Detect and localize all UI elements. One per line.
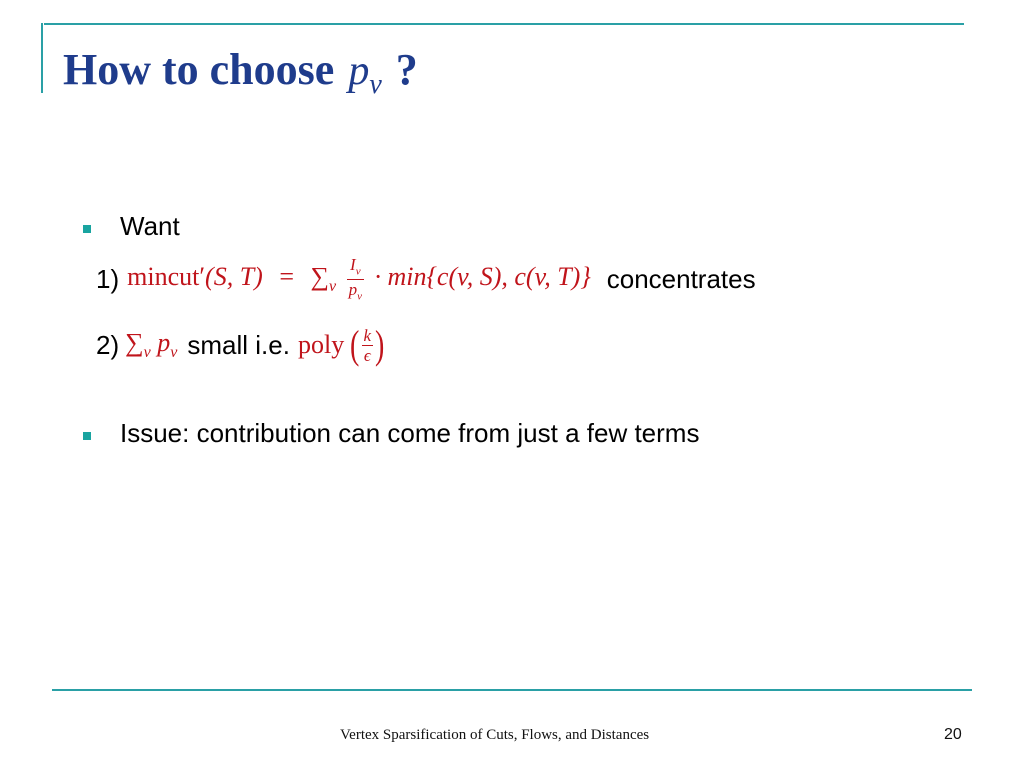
- p-term-sub: v: [170, 344, 178, 362]
- item-two: [96, 320, 386, 370]
- poly-expression: [297, 322, 386, 367]
- p-term: [157, 327, 178, 362]
- item-two-middle: small i.e.: [187, 329, 290, 360]
- title-suffix: ?: [395, 45, 418, 94]
- title-text: How to choose: [63, 45, 335, 94]
- frac-den-sub: v: [357, 289, 363, 302]
- page-number: 20: [944, 726, 962, 743]
- sum-symbol-2: [125, 327, 151, 362]
- equals-sign: =: [279, 261, 294, 291]
- bottom-rule: [52, 689, 972, 691]
- bullet-marker: [83, 432, 91, 440]
- top-rule: [44, 23, 964, 25]
- item-one-trail: concentrates: [606, 263, 756, 294]
- bullet-want: Want: [120, 211, 180, 241]
- mincut-func: mincut′: [127, 261, 206, 291]
- title-math-base: p: [348, 48, 370, 94]
- sum-glyph: ∑: [310, 261, 330, 291]
- mincut-args: (S, T): [205, 261, 263, 291]
- sum-glyph-2: ∑: [125, 327, 144, 357]
- right-paren: ): [375, 322, 385, 367]
- item-one-label: 1): [96, 263, 120, 294]
- fraction-k-eps: [362, 327, 374, 364]
- title-math: [348, 47, 381, 101]
- min-expression: · min{c(v, S), c(v, T)}: [374, 261, 591, 291]
- left-rule: [41, 23, 43, 93]
- frac-num-sub: v: [355, 265, 361, 278]
- frac-num-base: I: [350, 255, 356, 275]
- bullet-marker: [83, 225, 91, 233]
- eps-denominator: ϵ: [363, 345, 371, 365]
- item-two-label: 2): [96, 329, 120, 360]
- frac-numerator: [348, 256, 363, 278]
- p-term-base: p: [157, 327, 171, 357]
- item-one: [96, 256, 756, 302]
- frac-denominator: [347, 279, 364, 302]
- sum-index: v: [329, 278, 337, 296]
- sum-index-2: v: [143, 344, 151, 362]
- poly-word: poly: [297, 330, 345, 359]
- bullet-issue: Issue: contribution can come from just a few terms: [120, 418, 700, 448]
- k-numerator: k: [363, 325, 372, 345]
- frac-den-base: p: [348, 279, 358, 299]
- title-math-sub: v: [369, 69, 382, 100]
- left-paren: (: [350, 322, 360, 367]
- item-two-sum: [125, 328, 177, 362]
- sum-symbol: [310, 261, 337, 296]
- item-one-formula: [127, 256, 591, 302]
- footer-text: Vertex Sparsification of Cuts, Flows, and Distances: [340, 727, 650, 743]
- slide-title: [63, 44, 418, 104]
- fraction-iv-pv: [347, 256, 364, 302]
